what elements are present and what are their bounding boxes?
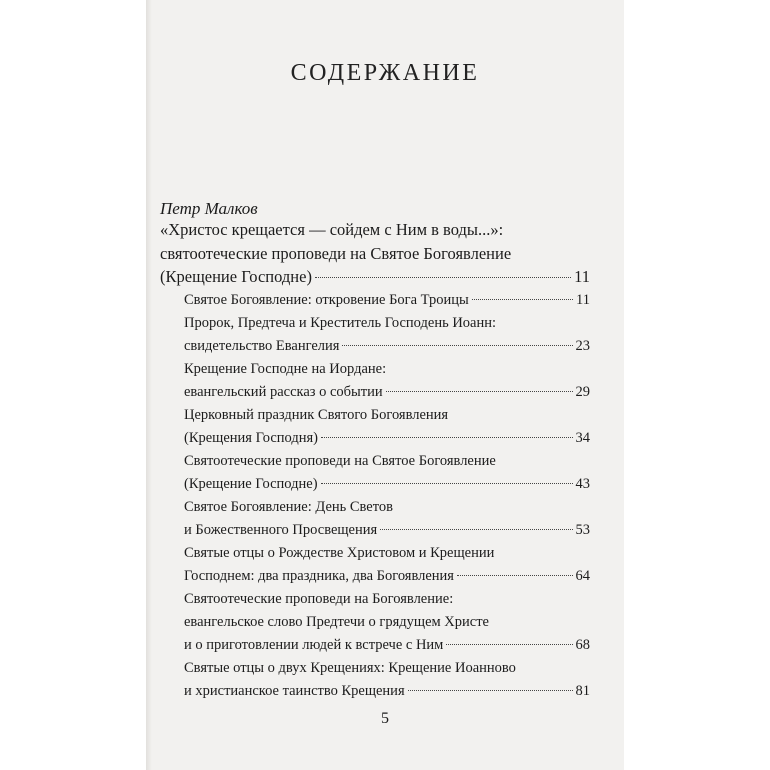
toc-entry [184, 312, 590, 358]
toc-entry-line: Церковный праздник Святого Богоявления [184, 406, 449, 423]
dot-leader [342, 345, 572, 346]
toc-entry-line: Крещение Господне на Иордане: [184, 360, 387, 377]
author-name: Петр Малков [160, 199, 258, 218]
toc-entry-last-line [184, 680, 590, 703]
dot-leader [472, 299, 573, 300]
toc-entry-line: Святое Богоявление: День Светов [184, 498, 393, 515]
dot-leader [321, 483, 573, 484]
toc-entry-last-line [184, 519, 590, 542]
toc-page-number: 43 [575, 475, 590, 492]
toc-entry-line: евангельское слово Предтечи о грядущем Христе [184, 613, 489, 630]
toc-entry-line: Святые отцы о Рождестве Христовом и Крещении [184, 544, 495, 561]
toc-entry-line: Пророк, Предтеча и Креститель Господень Иоанн: [184, 314, 497, 331]
page-number-footer: 5 [381, 710, 389, 727]
toc-entry-title: (Крещения Господня) [184, 429, 318, 446]
toc-main-entry [160, 218, 590, 289]
toc-entry-line: Святоотеческие проповеди на Богоявление: [184, 590, 454, 607]
page-title: СОДЕРЖАНИЕ [290, 60, 480, 86]
toc-main-last-line [160, 265, 590, 289]
toc-entry-title: и о приготовлении людей к встрече с Ним [184, 636, 444, 653]
toc-page-number: 34 [575, 429, 590, 446]
toc-entry-last-line [184, 473, 590, 496]
toc-entry [184, 289, 590, 312]
toc-page-number: 11 [576, 291, 590, 308]
toc-page-number: 68 [575, 636, 590, 653]
dot-leader [408, 690, 573, 691]
dot-leader [321, 437, 573, 438]
toc-entry-line: Святоотеческие проповеди на Святое Богоявление [184, 452, 496, 469]
dot-leader [380, 529, 572, 530]
toc-entry-last-line [184, 634, 590, 657]
toc-entry-title: и Божественного Просвещения [184, 521, 378, 538]
book-page [146, 0, 624, 770]
toc-page-number: 23 [575, 337, 590, 354]
toc-entry [184, 404, 590, 450]
table-of-contents [160, 218, 590, 703]
toc-entry-last-line [184, 381, 590, 404]
toc-entry-last-line [184, 565, 590, 588]
toc-subentries [184, 289, 590, 703]
dot-leader [315, 277, 571, 278]
toc-entry-title: евангельский рассказ о событии [184, 383, 383, 400]
dot-leader [446, 644, 572, 645]
toc-entry [184, 588, 590, 657]
toc-page-number: 11 [574, 267, 590, 286]
toc-entry-title: и христианское таинство Крещения [184, 682, 405, 699]
toc-entry-last-line [184, 289, 590, 312]
toc-entry-title: (Крещение Господне) [184, 475, 318, 492]
toc-entry-last-line [184, 335, 590, 358]
toc-entry-title: свидетельство Евангелия [184, 337, 340, 354]
toc-entry-title: Господнем: два праздника, два Богоявления [184, 567, 454, 584]
toc-entry [184, 358, 590, 404]
toc-page-number: 64 [575, 567, 590, 584]
toc-main-title-end: (Крещение Господне) [160, 267, 312, 286]
toc-main-line: «Христос крещается — сойдем с Ним в воды...»: [160, 220, 504, 239]
page-edge-shadow [146, 0, 152, 770]
toc-entry-line: Святые отцы о двух Крещениях: Крещение Иоанново [184, 659, 516, 676]
toc-page-number: 81 [575, 682, 590, 699]
toc-entry [184, 496, 590, 542]
dot-leader [386, 391, 573, 392]
dot-leader [457, 575, 573, 576]
toc-entry [184, 450, 590, 496]
toc-entry [184, 657, 590, 703]
toc-page-number: 53 [575, 521, 590, 538]
toc-page-number: 29 [575, 383, 590, 400]
toc-main-line: святоотеческие проповеди на Святое Богоявление [160, 243, 512, 263]
toc-entry-title: Святое Богоявление: откровение Бога Троицы [184, 291, 469, 308]
toc-entry-last-line [184, 427, 590, 450]
toc-entry [184, 542, 590, 588]
